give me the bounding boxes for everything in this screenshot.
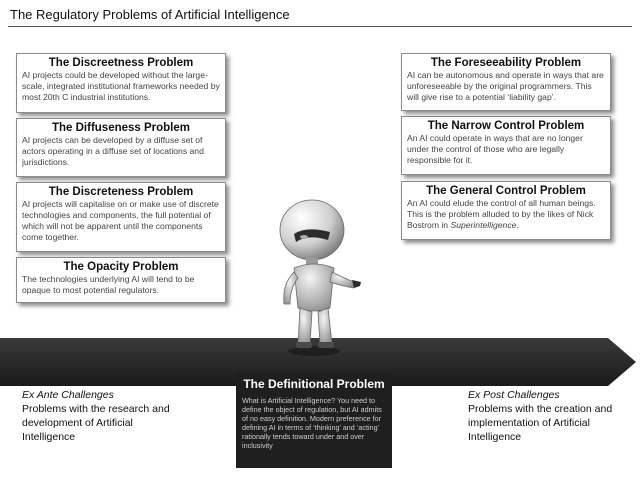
- ex-post-title: Ex Post Challenges: [468, 389, 560, 401]
- box-body: AI projects will capitalise on or make use of discrete technologies and components, the full potential of which will not be apparent until the components come together.: [22, 199, 219, 242]
- ex-ante-title: Ex Ante Challenges: [22, 389, 114, 401]
- foreseeability-problem-box: [401, 53, 611, 111]
- discreteness-problem-box: [16, 182, 226, 252]
- box-title: The Discreetness Problem: [48, 57, 194, 69]
- general-control-problem-box: [401, 181, 611, 240]
- ex-post-body: Problems with the creation and implementation of Artificial Intelligence: [468, 403, 613, 443]
- box-title: The Discreteness Problem: [48, 186, 194, 198]
- opacity-problem-box: [16, 257, 226, 303]
- diffuseness-problem-box: [16, 118, 226, 177]
- narrow-control-problem-box: [401, 116, 611, 175]
- box-body: The technologies underlying AI will tend to be opaque to most potential regulators.: [22, 274, 195, 295]
- box-body: AI projects could be developed without the large-scale, integrated institutional frameworks needed by most 20th C industrial institutions.: [22, 70, 220, 102]
- definitional-body: What is Artificial Intelligence? You need to define the object of regulation, but AI admits of no easy definition. Modern preference for defining AI in terms of ‘thinking’ and ‘acting’ rationally tends toward under and over inclusivity: [242, 396, 382, 450]
- box-title: The Foreseeability Problem: [430, 57, 582, 69]
- box-body: AI projects can be developed by a diffuse set of actors operating in a diffuse set of locations and jurisdictions.: [22, 135, 204, 167]
- page-title: The Regulatory Problems of Artificial Intelligence: [10, 7, 290, 22]
- ex-post-label: [468, 388, 628, 444]
- ex-ante-body: Problems with the research and development of Artificial Intelligence: [22, 403, 170, 443]
- box-body: An AI could elude the control of all human beings. This is the problem alluded to by the likes of Nick Bostrom in Superintelligence.: [407, 198, 596, 230]
- title-divider: [8, 26, 632, 27]
- discreetness-problem-box: [16, 53, 226, 113]
- ex-ante-label: [22, 388, 182, 444]
- box-body: AI can be autonomous and operate in ways that are unforeseeable by the original programmers. This will give rise to a potential ‘liability gap’.: [407, 70, 604, 102]
- box-title: The General Control Problem: [426, 185, 586, 197]
- book-title: Superintelligence: [450, 220, 517, 230]
- definitional-problem-box: [236, 372, 392, 468]
- box-body: An AI could operate in ways that are no longer under the control of those who are legally responsible for it.: [407, 133, 583, 165]
- box-title: The Opacity Problem: [63, 261, 179, 273]
- robot-illustration-icon: [270, 196, 362, 360]
- box-title: The Diffuseness Problem: [51, 122, 191, 134]
- definitional-title: The Definitional Problem: [243, 377, 385, 391]
- box-title: The Narrow Control Problem: [427, 120, 585, 132]
